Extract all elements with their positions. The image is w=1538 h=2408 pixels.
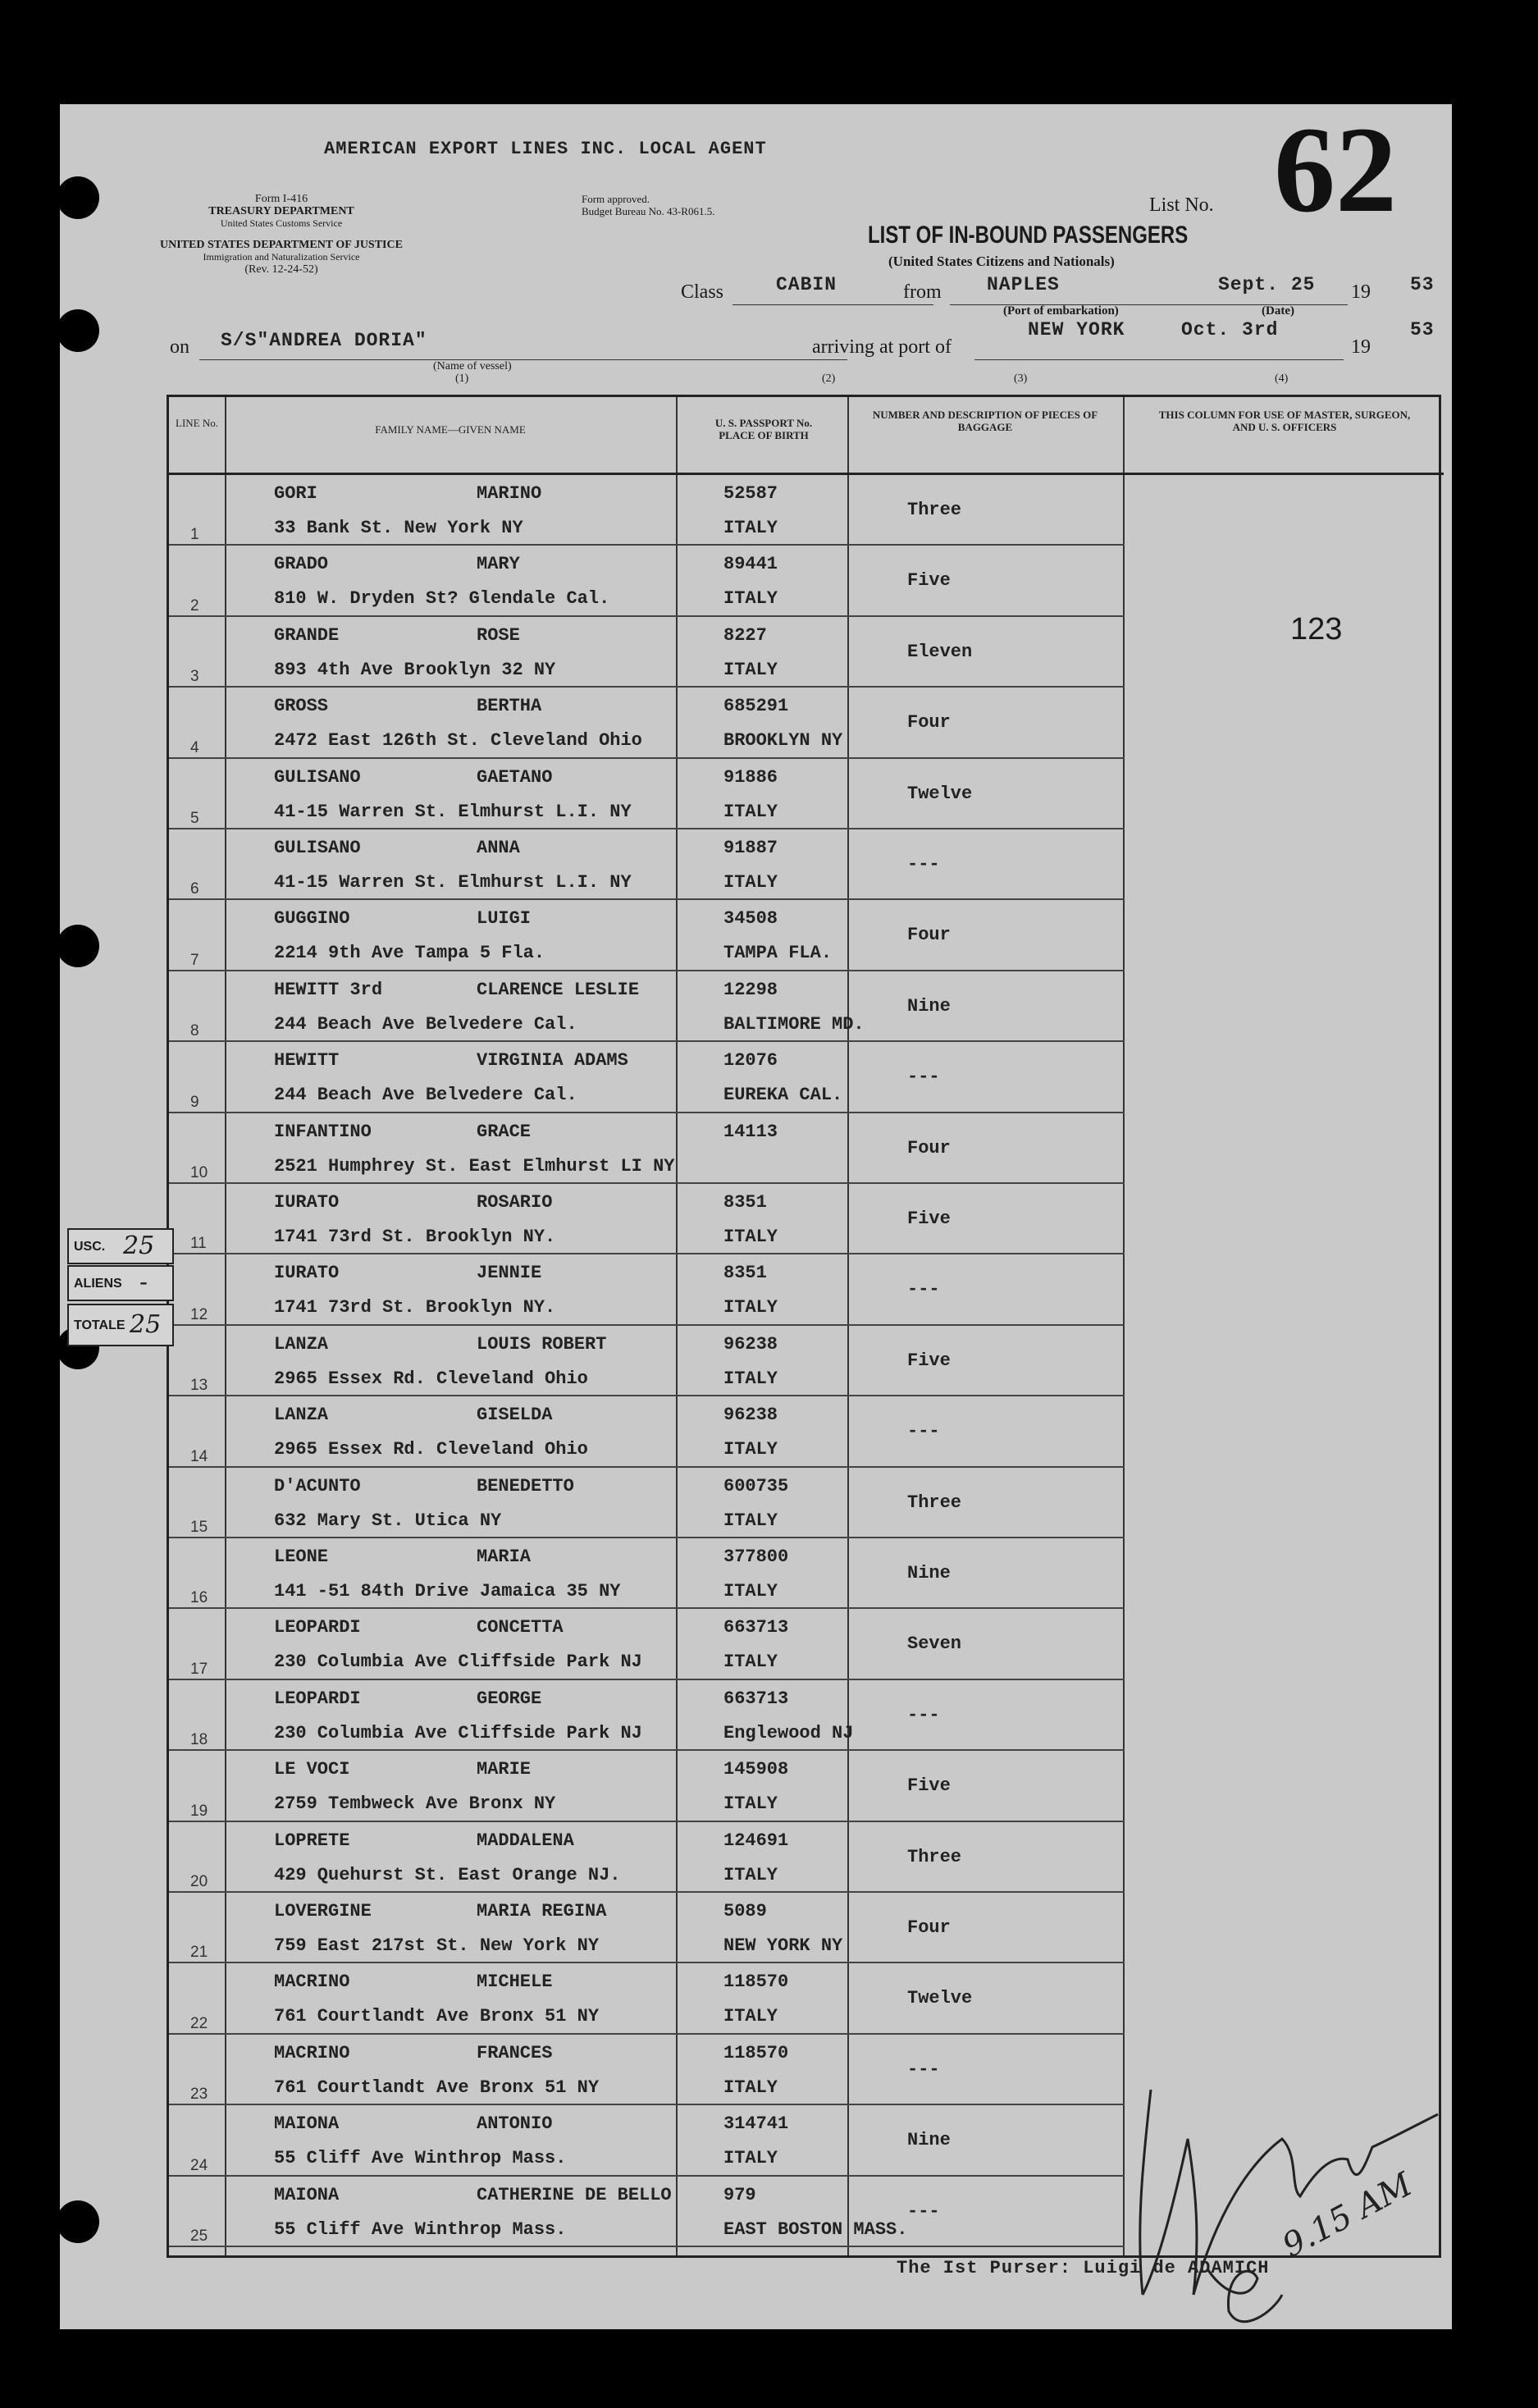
home-address: 893 4th Ave Brooklyn 32 NY bbox=[274, 659, 556, 680]
budget-bureau: Budget Bureau No. 43-R061.5. bbox=[582, 205, 715, 217]
family-name: D'ACUNTO bbox=[274, 1475, 361, 1496]
place-of-birth: ITALY bbox=[723, 2077, 778, 2098]
given-name: VIRGINIA ADAMS bbox=[477, 1050, 628, 1071]
given-name: GAETANO bbox=[477, 766, 553, 788]
form-rev: (Rev. 12-24-52) bbox=[244, 263, 318, 276]
family-name: MACRINO bbox=[274, 2042, 350, 2063]
home-address: 2965 Essex Rd. Cleveland Ohio bbox=[274, 1368, 588, 1389]
family-name: LEOPARDI bbox=[274, 1617, 361, 1638]
dept-treasury: TREASURY DEPARTMENT bbox=[208, 205, 354, 217]
list-subtitle: (United States Citizens and Nationals) bbox=[888, 254, 1115, 269]
tally-aliens bbox=[67, 1265, 174, 1301]
baggage-count: Three bbox=[907, 1492, 962, 1513]
officer-note: 123 bbox=[1290, 612, 1343, 647]
table-row bbox=[169, 1113, 1444, 1184]
given-name: ROSARIO bbox=[477, 1192, 553, 1213]
place-of-birth: ITALY bbox=[723, 659, 778, 680]
given-name: CATHERINE DE BELLO bbox=[477, 2184, 672, 2205]
line-number: 6 bbox=[190, 880, 199, 898]
family-name: GRADO bbox=[274, 554, 329, 575]
home-address: 244 Beach Ave Belvedere Cal. bbox=[274, 1085, 577, 1106]
class-underline bbox=[732, 304, 933, 305]
line-number: 8 bbox=[190, 1022, 199, 1040]
line-number: 5 bbox=[190, 809, 199, 827]
passport-number: 34508 bbox=[723, 908, 778, 930]
list-no-label: List No. bbox=[1149, 194, 1214, 216]
baggage-count: Nine bbox=[907, 995, 951, 1017]
home-address: 230 Columbia Ave Cliffside Park NJ bbox=[274, 1722, 642, 1743]
table-row bbox=[169, 1538, 1444, 1609]
baggage-count: --- bbox=[907, 854, 940, 875]
baggage-count: Four bbox=[907, 1137, 951, 1158]
place-of-birth: BROOKLYN NY bbox=[723, 730, 843, 752]
given-name: MARIA REGINA bbox=[477, 1901, 607, 1921]
table-row bbox=[169, 475, 1444, 546]
given-name: BENEDETTO bbox=[477, 1475, 574, 1496]
home-address: 244 Beach Ave Belvedere Cal. bbox=[274, 1013, 577, 1035]
family-name: LOVERGINE bbox=[274, 1901, 372, 1921]
dept-treasury-sub: United States Customs Service bbox=[220, 217, 343, 229]
baggage-count: --- bbox=[907, 1421, 940, 1442]
line-number: 16 bbox=[190, 1589, 208, 1607]
given-name: MARIA bbox=[477, 1547, 532, 1567]
home-address: 429 Quehurst St. East Orange NJ. bbox=[274, 1864, 621, 1885]
tally-total-label: TOTALE bbox=[74, 1318, 126, 1332]
passport-number: 118570 bbox=[723, 1972, 789, 1993]
baggage-count: Three bbox=[907, 1846, 962, 1867]
form-approved: Form approved. bbox=[582, 193, 650, 205]
home-address: 141 -51 84th Drive Jamaica 35 NY bbox=[274, 1581, 621, 1602]
tally-total bbox=[67, 1304, 174, 1346]
caption-2: (2) bbox=[822, 372, 836, 385]
family-name: IURATO bbox=[274, 1192, 340, 1213]
home-address: 41-15 Warren St. Elmhurst L.I. NY bbox=[274, 801, 632, 822]
line-number: 14 bbox=[190, 1447, 208, 1465]
line-number: 3 bbox=[190, 668, 199, 686]
home-address: 33 Bank St. New York NY bbox=[274, 518, 523, 538]
given-name: MARY bbox=[477, 554, 520, 575]
passport-number: 91887 bbox=[723, 838, 778, 858]
passport-number: 8227 bbox=[723, 624, 767, 646]
baggage-count: --- bbox=[907, 2200, 940, 2222]
baggage-count: Five bbox=[907, 1350, 951, 1371]
home-address: 55 Cliff Ave Winthrop Mass. bbox=[274, 2148, 567, 2169]
passport-number: 314741 bbox=[723, 2113, 789, 2135]
passport-number: 685291 bbox=[723, 696, 789, 717]
given-name: CONCETTA bbox=[477, 1617, 564, 1638]
arrival-port: NEW YORK bbox=[1028, 319, 1125, 340]
arrival-year: 53 bbox=[1410, 319, 1435, 340]
given-name: CLARENCE LESLIE bbox=[477, 979, 640, 1000]
baggage-count: --- bbox=[907, 1704, 940, 1725]
baggage-count: Five bbox=[907, 1775, 951, 1797]
binder-hole-1 bbox=[57, 176, 99, 219]
passport-number: 124691 bbox=[723, 1830, 789, 1851]
header-line-no: LINE No. bbox=[176, 417, 218, 429]
place-of-birth: ITALY bbox=[723, 518, 778, 538]
arriving-label: arriving at port of bbox=[812, 336, 952, 358]
line-number: 18 bbox=[190, 1731, 208, 1749]
home-address: 2965 Essex Rd. Cleveland Ohio bbox=[274, 1439, 588, 1460]
given-name: MARIE bbox=[477, 1759, 532, 1780]
given-name: FRANCES bbox=[477, 2042, 553, 2063]
line-number: 11 bbox=[190, 1235, 207, 1253]
tally-usc-value: 25 bbox=[123, 1231, 155, 1260]
home-address: 810 W. Dryden St? Glendale Cal. bbox=[274, 588, 610, 610]
table-row bbox=[169, 1751, 1444, 1821]
family-name: LEOPARDI bbox=[274, 1688, 361, 1709]
vessel-underline bbox=[199, 359, 847, 360]
baggage-count: --- bbox=[907, 1279, 940, 1300]
place-of-birth: ITALY bbox=[723, 2006, 778, 2027]
approval-block bbox=[582, 193, 714, 217]
family-name: HEWITT 3rd bbox=[274, 979, 383, 1000]
baggage-count: Four bbox=[907, 712, 951, 733]
caption-1: (1) bbox=[455, 372, 469, 385]
purser-line: The Ist Purser: Luigi de ADAMICH bbox=[897, 2258, 1270, 2278]
vessel-caption: (Name of vessel) bbox=[433, 360, 512, 372]
port-embark-caption: (Port of embarkation) bbox=[1003, 304, 1119, 318]
passport-number: 979 bbox=[723, 2184, 756, 2205]
line-number: 22 bbox=[190, 2014, 208, 2032]
family-name: LANZA bbox=[274, 1405, 329, 1426]
family-name: HEWITT bbox=[274, 1050, 340, 1071]
arrival-underline bbox=[974, 359, 1344, 360]
manifest-page bbox=[60, 104, 1452, 2329]
place-of-birth: EUREKA CAL. bbox=[723, 1085, 843, 1106]
line-number: 21 bbox=[190, 1944, 208, 1962]
dept-justice-block bbox=[158, 239, 404, 276]
header-baggage: NUMBER AND DESCRIPTION OF PIECES OF BAGGAGE bbox=[872, 409, 1098, 433]
home-address: 2521 Humphrey St. East Elmhurst LI NY bbox=[274, 1155, 675, 1177]
caption-3: (3) bbox=[1014, 372, 1028, 385]
table-row bbox=[169, 1680, 1444, 1751]
family-name: LEONE bbox=[274, 1547, 329, 1567]
arrival-year-prefix: 19 bbox=[1351, 336, 1371, 358]
passport-number: 600735 bbox=[723, 1475, 789, 1496]
passport-number: 89441 bbox=[723, 554, 778, 575]
header-officers: THIS COLUMN FOR USE OF MASTER, SURGEON, AND U. S. OFFICERS bbox=[1158, 409, 1411, 433]
place-of-birth: BALTIMORE MD. bbox=[723, 1013, 865, 1035]
given-name: MICHELE bbox=[477, 1972, 553, 1993]
tally-total-value: 25 bbox=[130, 1310, 162, 1339]
line-number: 10 bbox=[190, 1163, 208, 1181]
table-row bbox=[169, 829, 1444, 900]
tally-usc bbox=[67, 1228, 174, 1264]
place-of-birth: ITALY bbox=[723, 2148, 778, 2169]
line-number: 25 bbox=[190, 2227, 208, 2245]
home-address: 41-15 Warren St. Elmhurst L.I. NY bbox=[274, 872, 632, 893]
line-number: 4 bbox=[190, 738, 199, 756]
baggage-count: Nine bbox=[907, 1563, 951, 1583]
given-name: BERTHA bbox=[477, 696, 542, 717]
baggage-count: Twelve bbox=[907, 1988, 973, 2009]
place-of-birth: ITALY bbox=[723, 1227, 778, 1247]
row-rule bbox=[169, 2246, 1125, 2247]
table-row bbox=[169, 546, 1444, 616]
given-name: LUIGI bbox=[477, 908, 532, 930]
arrival-date: Oct. 3rd bbox=[1181, 319, 1279, 340]
given-name: ANTONIO bbox=[477, 2113, 553, 2135]
place-of-birth: ITALY bbox=[723, 801, 778, 822]
passport-number: 14113 bbox=[723, 1121, 778, 1142]
given-name: GEORGE bbox=[477, 1688, 542, 1709]
baggage-count: Four bbox=[907, 1917, 951, 1938]
passport-number: 12076 bbox=[723, 1050, 778, 1071]
given-name: JENNIE bbox=[477, 1263, 542, 1284]
passport-number: 145908 bbox=[723, 1759, 789, 1780]
binder-hole-2 bbox=[57, 309, 99, 352]
passport-number: 96238 bbox=[723, 1333, 778, 1355]
line-number: 2 bbox=[190, 596, 199, 615]
family-name: GROSS bbox=[274, 696, 329, 717]
place-of-birth: TAMPA FLA. bbox=[723, 943, 833, 964]
list-no: 62 bbox=[1274, 102, 1397, 238]
table-row bbox=[169, 971, 1444, 1042]
home-address: 55 Cliff Ave Winthrop Mass. bbox=[274, 2218, 567, 2240]
depart-year: 53 bbox=[1410, 274, 1435, 295]
home-address: 759 East 217st St. New York NY bbox=[274, 1935, 600, 1956]
place-of-birth: ITALY bbox=[723, 872, 778, 893]
place-of-birth: ITALY bbox=[723, 1793, 778, 1815]
home-address: 2214 9th Ave Tampa 5 Fla. bbox=[274, 943, 545, 964]
line-number: 1 bbox=[190, 526, 199, 544]
agent-line: AMERICAN EXPORT LINES INC. LOCAL AGENT bbox=[324, 139, 767, 159]
line-number: 17 bbox=[190, 1660, 208, 1678]
family-name: LANZA bbox=[274, 1333, 329, 1355]
given-name: MADDALENA bbox=[477, 1830, 574, 1851]
home-address: 1741 73rd St. Brooklyn NY. bbox=[274, 1297, 556, 1318]
line-number: 9 bbox=[190, 1093, 199, 1111]
passport-number: 8351 bbox=[723, 1263, 767, 1284]
passport-number: 663713 bbox=[723, 1617, 789, 1638]
place-of-birth: ITALY bbox=[723, 1439, 778, 1460]
place-of-birth: ITALY bbox=[723, 1510, 778, 1531]
place-of-birth: ITALY bbox=[723, 1864, 778, 1885]
line-number: 20 bbox=[190, 1872, 208, 1890]
table-row bbox=[169, 1254, 1444, 1325]
baggage-count: Three bbox=[907, 500, 962, 520]
family-name: GRANDE bbox=[274, 624, 340, 646]
place-of-birth: ITALY bbox=[723, 1368, 778, 1389]
place-of-birth: NEW YORK NY bbox=[723, 1935, 843, 1956]
table-row bbox=[169, 1326, 1444, 1396]
home-address: 761 Courtlandt Ave Bronx 51 NY bbox=[274, 2006, 600, 2027]
given-name: ANNA bbox=[477, 838, 520, 858]
passport-number: 52587 bbox=[723, 483, 778, 504]
caption-4: (4) bbox=[1275, 372, 1289, 385]
tally-aliens-value: - bbox=[139, 1268, 148, 1295]
table-row bbox=[169, 759, 1444, 829]
family-name: MACRINO bbox=[274, 1972, 350, 1993]
table-row bbox=[169, 900, 1444, 971]
baggage-count: Four bbox=[907, 925, 951, 946]
home-address: 1741 73rd St. Brooklyn NY. bbox=[274, 1227, 556, 1247]
passport-number: 377800 bbox=[723, 1547, 789, 1567]
baggage-count: --- bbox=[907, 1067, 940, 1088]
header-passport: U. S. PASSPORT No. PLACE OF BIRTH bbox=[714, 417, 813, 441]
form-id: Form I-416 bbox=[254, 193, 308, 205]
home-address: 761 Courtlandt Ave Bronx 51 NY bbox=[274, 2077, 600, 2098]
baggage-count: Seven bbox=[907, 1634, 962, 1655]
family-name: LOPRETE bbox=[274, 1830, 350, 1851]
line-number: 23 bbox=[190, 2086, 208, 2104]
given-name: ROSE bbox=[477, 624, 520, 646]
table-row bbox=[169, 1396, 1444, 1467]
binder-hole-3 bbox=[57, 925, 99, 967]
home-address: 2759 Tembweck Ave Bronx NY bbox=[274, 1793, 556, 1815]
binder-hole-5 bbox=[57, 2200, 99, 2243]
dept-justice-sub: Immigration and Naturalization Service bbox=[203, 251, 360, 263]
place-of-birth: ITALY bbox=[723, 1297, 778, 1318]
place-of-birth: ITALY bbox=[723, 1652, 778, 1673]
date-caption: (Date) bbox=[1262, 304, 1294, 318]
home-address: 2472 East 126th St. Cleveland Ohio bbox=[274, 730, 642, 752]
family-name: GUGGINO bbox=[274, 908, 350, 930]
passport-number: 96238 bbox=[723, 1405, 778, 1426]
home-address: 230 Columbia Ave Cliffside Park NJ bbox=[274, 1652, 642, 1673]
passport-number: 12298 bbox=[723, 979, 778, 1000]
baggage-count: Twelve bbox=[907, 783, 973, 804]
given-name: GISELDA bbox=[477, 1405, 553, 1426]
list-title: LIST OF IN-BOUND PASSENGERS bbox=[868, 222, 1189, 249]
family-name: MAIONA bbox=[274, 2113, 340, 2135]
family-name: LE VOCI bbox=[274, 1759, 350, 1780]
table-row bbox=[169, 617, 1444, 688]
line-number: 13 bbox=[190, 1377, 208, 1395]
given-name: LOUIS ROBERT bbox=[477, 1333, 607, 1355]
table-row bbox=[169, 1468, 1444, 1538]
baggage-count: Five bbox=[907, 570, 951, 592]
passport-number: 91886 bbox=[723, 766, 778, 788]
from-label: from bbox=[903, 281, 942, 303]
place-of-birth: EAST BOSTON MASS. bbox=[723, 2218, 908, 2240]
tally-aliens-label: ALIENS bbox=[74, 1277, 122, 1291]
tally-usc-label: USC. bbox=[74, 1240, 106, 1254]
passport-number: 663713 bbox=[723, 1688, 789, 1709]
given-name: MARINO bbox=[477, 483, 542, 504]
family-name: IURATO bbox=[274, 1263, 340, 1284]
on-label: on bbox=[170, 336, 189, 358]
family-name: INFANTINO bbox=[274, 1121, 372, 1142]
line-number: 12 bbox=[190, 1305, 208, 1323]
baggage-count: Nine bbox=[907, 2130, 951, 2151]
given-name: GRACE bbox=[477, 1121, 532, 1142]
line-number: 24 bbox=[190, 2156, 208, 2174]
place-of-birth: ITALY bbox=[723, 588, 778, 610]
dept-justice: UNITED STATES DEPARTMENT OF JUSTICE bbox=[160, 239, 403, 251]
place-of-birth: ITALY bbox=[723, 1581, 778, 1602]
baggage-count: --- bbox=[907, 2058, 940, 2080]
passport-number: 5089 bbox=[723, 1901, 767, 1921]
depart-year-prefix: 19 bbox=[1351, 281, 1371, 303]
class-label: Class bbox=[681, 281, 724, 303]
vessel-name: S/S"ANDREA DORIA" bbox=[221, 330, 427, 351]
place-of-birth: Englewood NJ bbox=[723, 1722, 854, 1743]
table-row bbox=[169, 1042, 1444, 1113]
class-value: CABIN bbox=[776, 274, 837, 295]
family-name: MAIONA bbox=[274, 2184, 340, 2205]
line-number: 19 bbox=[190, 1802, 208, 1820]
table-row bbox=[169, 1822, 1444, 1893]
passport-number: 118570 bbox=[723, 2042, 789, 2063]
table-row bbox=[169, 688, 1444, 758]
signature-time: 9.15 AM bbox=[1276, 2165, 1419, 2265]
depart-date: Sept. 25 bbox=[1218, 274, 1316, 295]
passport-number: 8351 bbox=[723, 1192, 767, 1213]
table-row bbox=[169, 1609, 1444, 1679]
baggage-count: Five bbox=[907, 1209, 951, 1229]
baggage-count: Eleven bbox=[907, 641, 973, 662]
family-name: GULISANO bbox=[274, 838, 361, 858]
family-name: GULISANO bbox=[274, 766, 361, 788]
home-address: 632 Mary St. Utica NY bbox=[274, 1510, 502, 1531]
header-name: FAMILY NAME—GIVEN NAME bbox=[375, 423, 526, 436]
line-number: 15 bbox=[190, 1518, 208, 1536]
family-name: GORI bbox=[274, 483, 317, 504]
form-id-block bbox=[175, 193, 388, 230]
table-row bbox=[169, 1184, 1444, 1254]
line-number: 7 bbox=[190, 951, 199, 969]
from-value: NAPLES bbox=[987, 274, 1060, 295]
